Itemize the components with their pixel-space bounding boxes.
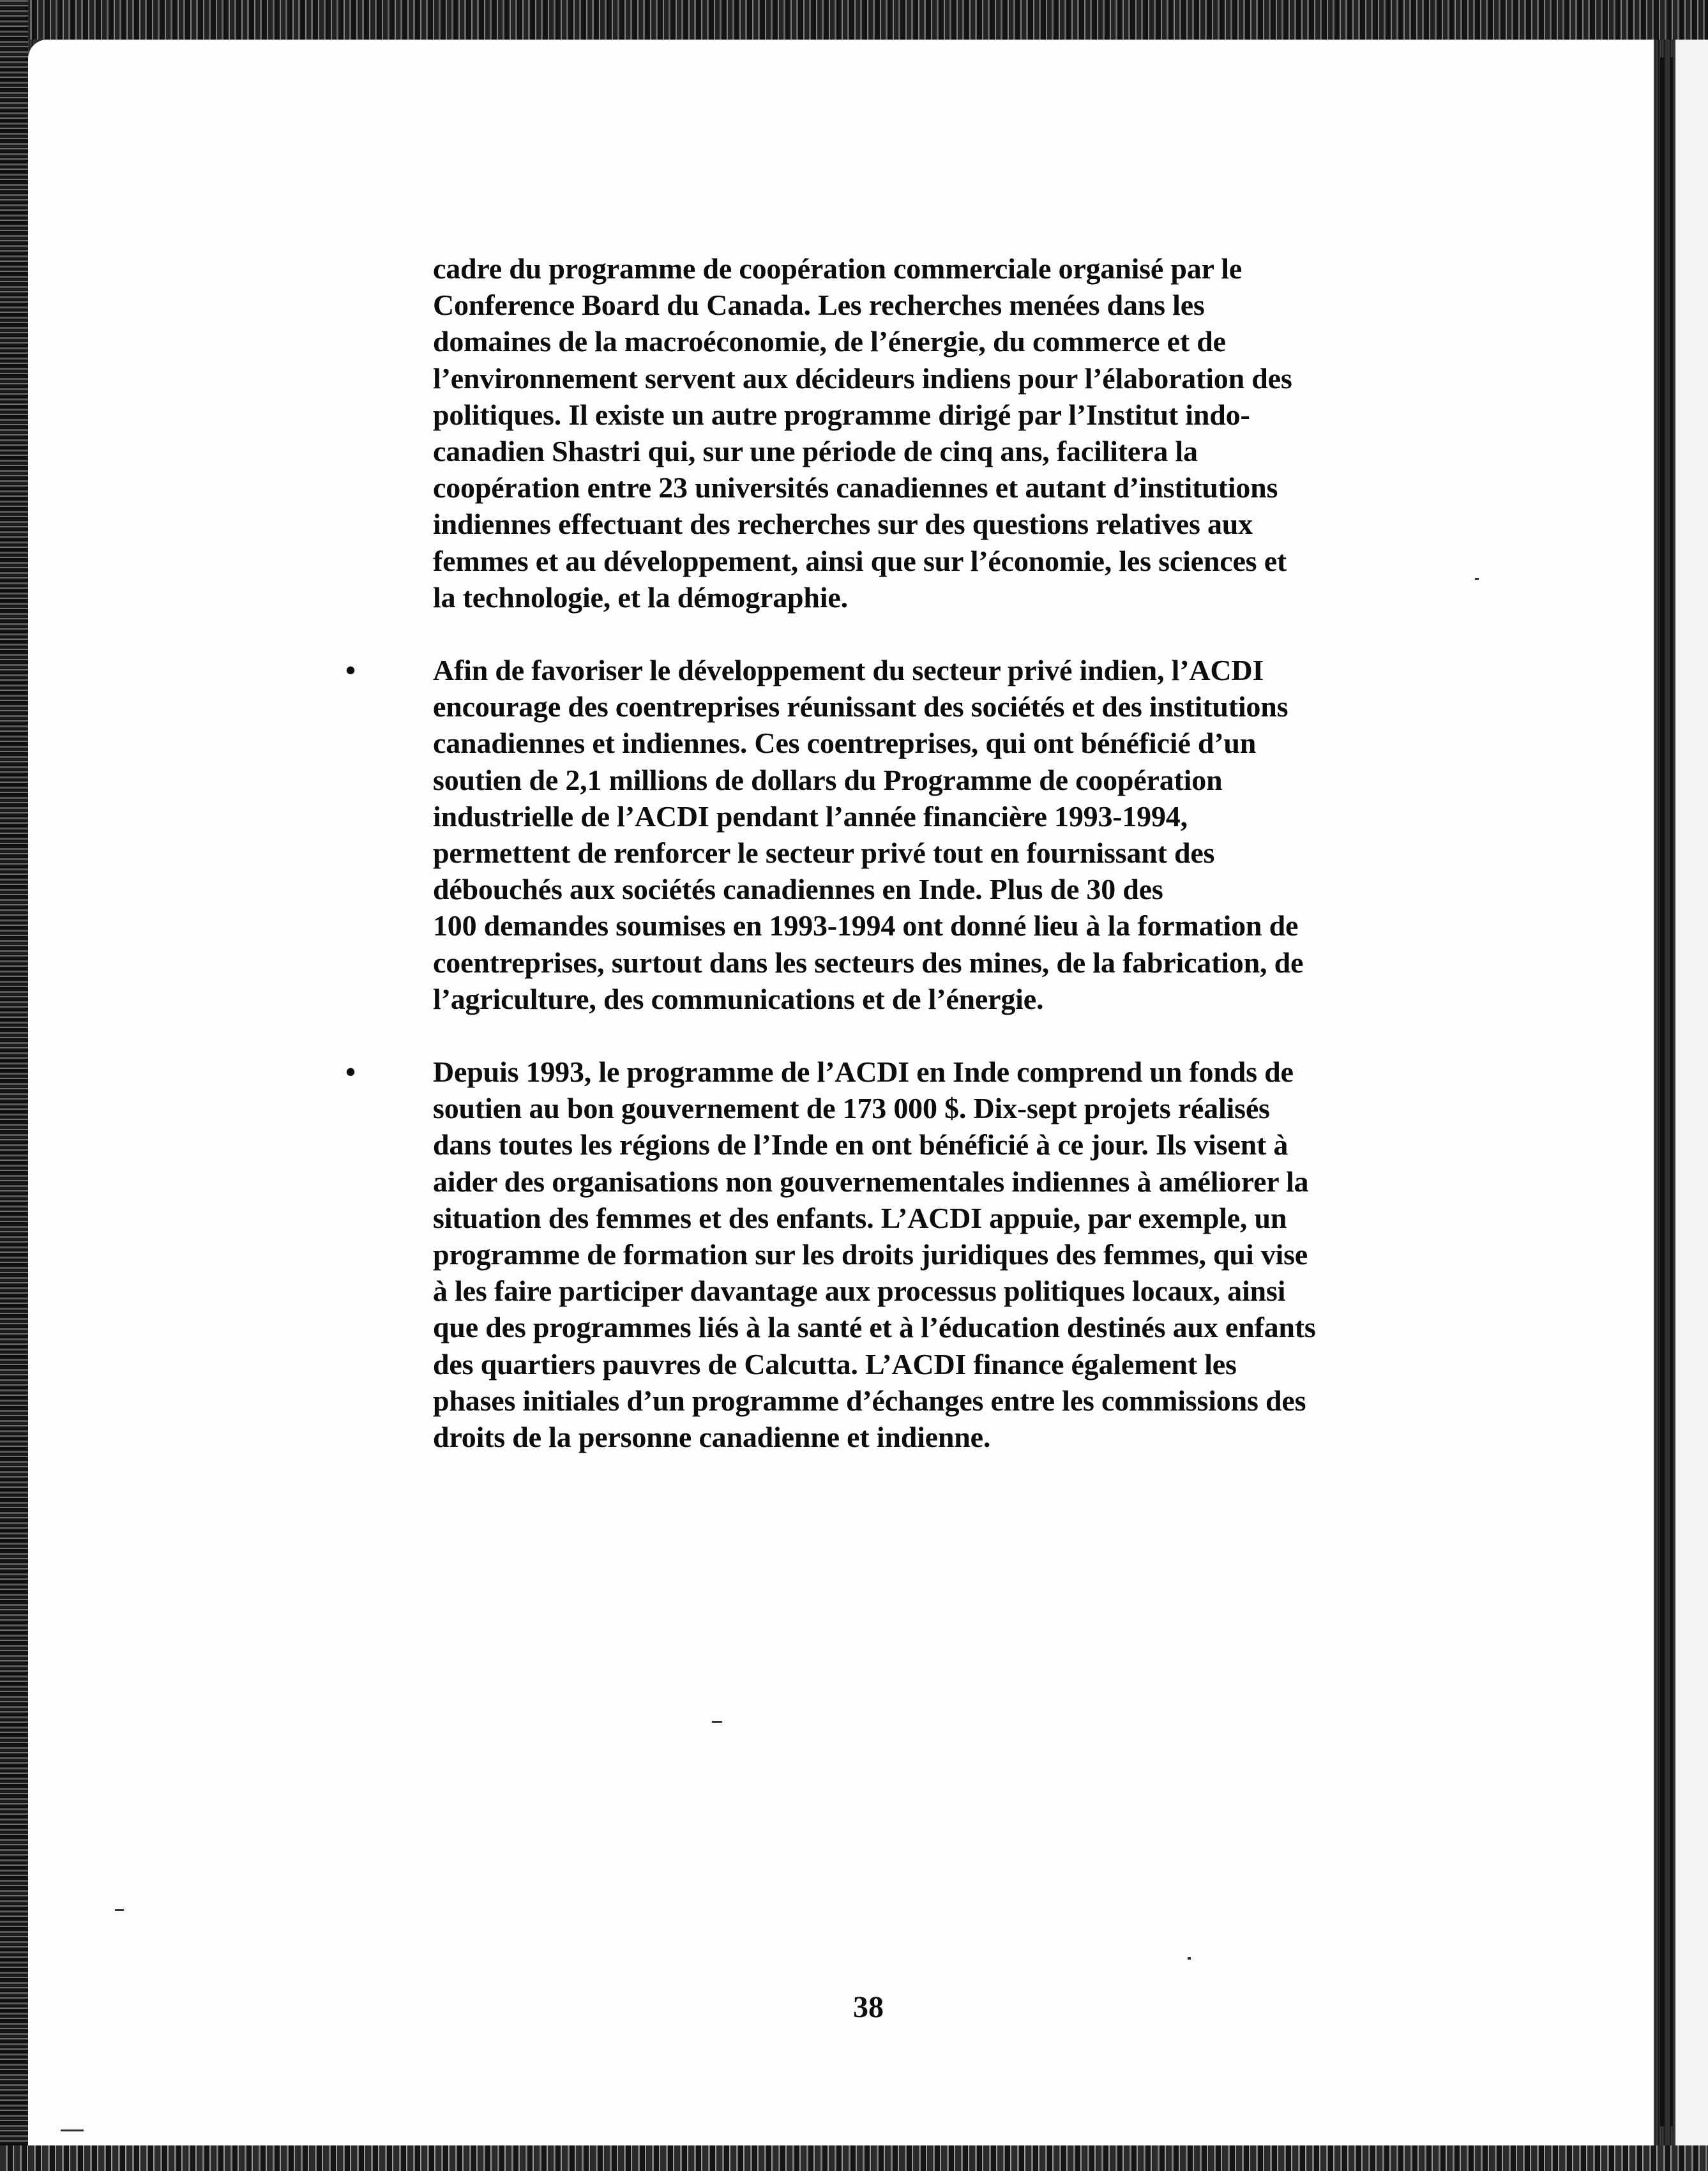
scan-speck — [61, 2129, 84, 2131]
text-line: femmes et au développement, ainsi que sur l’économie, les sciences et — [433, 544, 1287, 577]
text-line: aider des organisations non gouvernementales indiennes à améliorer la — [433, 1165, 1309, 1198]
text-line: débouchés aux sociétés canadiennes en Inde. Plus de 30 des — [433, 873, 1163, 906]
scan-speck — [712, 1721, 722, 1723]
text-line: permettent de renforcer le secteur privé tout en fournissant des — [433, 836, 1215, 870]
paragraph — [433, 250, 1410, 616]
text-line: programme de formation sur les droits juridiques des femmes, qui vise — [433, 1238, 1308, 1271]
binder-rule — [1660, 57, 1664, 2126]
text-line: canadiennes et indiennes. Ces coentreprises, qui ont bénéficié d’un — [433, 727, 1257, 760]
page-right-margin — [1675, 40, 1708, 2145]
bullet-icon: • — [345, 1055, 356, 1089]
text-line: industrielle de l’ACDI pendant l’année financière 1993-1994, — [433, 799, 1188, 833]
text-line: phases initiales d’un programme d’échanges entre les commissions des — [433, 1384, 1306, 1417]
text-line: cadre du programme de coopération commerciale organisé par le — [433, 252, 1243, 285]
text-line: la technologie, et la démographie. — [433, 580, 848, 614]
text-line: des quartiers pauvres de Calcutta. L’ACDI finance également les — [433, 1347, 1237, 1381]
text-line: soutien au bon gouvernement de 173 000 $. Dix-sept projets réalisés — [433, 1092, 1270, 1125]
scan-left-edge — [0, 0, 28, 2171]
text-line: Conference Board du Canada. Les recherches menées dans les — [433, 289, 1205, 322]
scan-top-edge — [0, 0, 1708, 40]
text-line: l’environnement servent aux décideurs indiens pour l’élaboration des — [433, 361, 1292, 395]
binder-rule — [1670, 57, 1673, 2126]
scan-bottom-edge — [0, 2145, 1708, 2171]
text-line: Afin de favoriser le développement du secteur privé indien, l’ACDI — [433, 654, 1264, 687]
bullet-paragraph — [345, 1054, 1410, 1455]
document-body — [345, 250, 1410, 1492]
text-line: dans toutes les régions de l’Inde en ont bénéficié à ce jour. Ils visent à — [433, 1128, 1289, 1161]
text-line: indiennes effectuant des recherches sur des questions relatives aux — [433, 508, 1253, 541]
text-line: l’agriculture, des communications et de l’énergie. — [433, 982, 1044, 1015]
text-line: encourage des coentreprises réunissant des sociétés et des institutions — [433, 690, 1289, 723]
text-line: Depuis 1993, le programme de l’ACDI en Inde comprend un fonds de — [433, 1055, 1294, 1089]
text-line: que des programmes liés à la santé et à l’éducation destinés aux enfants — [433, 1311, 1316, 1344]
text-line: coentreprises, surtout dans les secteurs des mines, de la fabrication, de — [433, 946, 1304, 979]
scan-speck — [1188, 1957, 1191, 1960]
text-line: domaines de la macroéconomie, de l’énergie, du commerce et de — [433, 325, 1226, 358]
page-number: 38 — [853, 1990, 884, 2024]
text-line: coopération entre 23 universités canadiennes et autant d’institutions — [433, 471, 1278, 504]
text-line: soutien de 2,1 millions de dollars du Programme de coopération — [433, 763, 1223, 796]
text-line: droits de la personne canadienne et indienne. — [433, 1421, 991, 1454]
text-line: situation des femmes et des enfants. L’ACDI appuie, par exemple, un — [433, 1201, 1287, 1234]
scan-speck — [1475, 578, 1479, 580]
scan-speck — [115, 1909, 124, 1911]
text-line: 100 demandes soumises en 1993-1994 ont donné lieu à la formation de — [433, 909, 1299, 942]
text-line: politiques. Il existe un autre programme dirigé par l’Institut indo- — [433, 398, 1250, 431]
bullet-paragraph — [345, 652, 1410, 1017]
text-line: canadien Shastri qui, sur une période de cinq ans, facilitera la — [433, 435, 1198, 468]
text-line: à les faire participer davantage aux processus politiques locaux, ainsi — [433, 1275, 1286, 1308]
bullet-icon: • — [345, 654, 356, 687]
